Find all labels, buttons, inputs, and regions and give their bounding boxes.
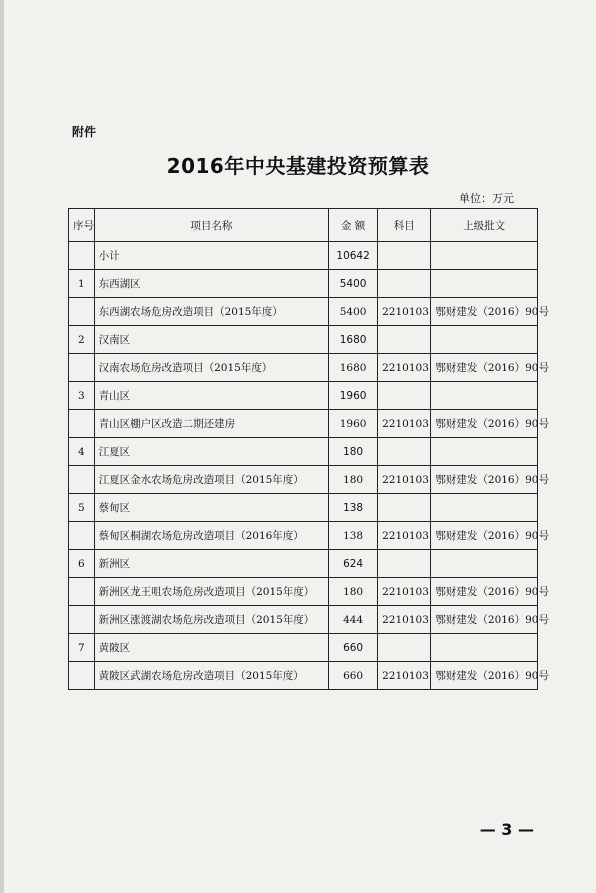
item-approval: 鄂财建发（2016）90号: [431, 410, 538, 438]
item-row: [69, 606, 538, 634]
item-name: 新洲区龙王咀农场危房改造项目（2015年度）: [94, 578, 329, 606]
item-seq: [69, 466, 95, 494]
item-seq: [69, 662, 95, 690]
group-name: 青山区: [94, 382, 329, 410]
item-amount: 444: [329, 606, 378, 634]
item-row: [69, 662, 538, 690]
item-amount: 660: [329, 662, 378, 690]
group-row: [69, 382, 538, 410]
group-amount: 624: [329, 550, 378, 578]
item-amount: 5400: [329, 298, 378, 326]
group-seq: 2: [69, 326, 95, 354]
item-approval: 鄂财建发（2016）90号: [431, 578, 538, 606]
item-name: 东西湖农场危房改造项目（2015年度）: [94, 298, 329, 326]
subtotal-seq: [69, 242, 95, 270]
page-edge: [0, 0, 4, 893]
table-body: [69, 242, 549, 690]
item-approval: 鄂财建发（2016）90号: [431, 606, 538, 634]
group-subject: [378, 550, 431, 578]
item-name: 汉南农场危房改造项目（2015年度）: [94, 354, 329, 382]
subtotal-label: 小计: [94, 242, 329, 270]
item-subject: 2210103: [378, 410, 431, 438]
item-name: 江夏区金水农场危房改造项目（2015年度）: [94, 466, 329, 494]
group-seq: 1: [69, 270, 95, 298]
item-subject: 2210103: [378, 578, 431, 606]
group-seq: 5: [69, 494, 95, 522]
group-amount: 5400: [329, 270, 378, 298]
item-subject: 2210103: [378, 466, 431, 494]
unit-label: 单位：万元: [459, 192, 514, 205]
page-number-container: [0, 820, 596, 839]
item-name: 青山区棚户区改造二期还建房: [94, 410, 329, 438]
group-seq: 7: [69, 634, 95, 662]
group-approval: [431, 494, 538, 522]
group-approval: [431, 270, 538, 298]
item-approval: 鄂财建发（2016）90号: [431, 522, 538, 550]
item-name: 新洲区涨渡湖农场危房改造项目（2015年度）: [94, 606, 329, 634]
group-name: 汉南区: [94, 326, 329, 354]
group-row: [69, 634, 538, 662]
group-approval: [431, 382, 538, 410]
group-seq: 3: [69, 382, 95, 410]
item-subject: 2210103: [378, 354, 431, 382]
subtotal-approval: [431, 242, 538, 270]
group-seq: 6: [69, 550, 95, 578]
group-row: [69, 438, 538, 466]
item-seq: [69, 298, 95, 326]
attachment-label: 附件: [72, 125, 97, 139]
group-subject: [378, 494, 431, 522]
header-seq: 序号: [69, 209, 95, 242]
item-amount: 1680: [329, 354, 378, 382]
group-subject: [378, 438, 431, 466]
item-row: [69, 466, 538, 494]
budget-table: [68, 208, 549, 690]
header-name: 项目名称: [94, 209, 329, 242]
item-subject: 2210103: [378, 298, 431, 326]
item-name: 蔡甸区桐湖农场危房改造项目（2016年度）: [94, 522, 329, 550]
group-approval: [431, 634, 538, 662]
group-seq: 4: [69, 438, 95, 466]
group-amount: 660: [329, 634, 378, 662]
item-row: [69, 410, 538, 438]
item-amount: 138: [329, 522, 378, 550]
header-subject: 科目: [378, 209, 431, 242]
header-amount: 金 额: [329, 209, 378, 242]
item-approval: 鄂财建发（2016）90号: [431, 298, 538, 326]
table-header-row: [69, 209, 538, 242]
group-approval: [431, 326, 538, 354]
group-name: 江夏区: [94, 438, 329, 466]
item-amount: 180: [329, 466, 378, 494]
item-seq: [69, 522, 95, 550]
subtotal-amount: 10642: [329, 242, 378, 270]
subtotal-subject: [378, 242, 431, 270]
group-subject: [378, 326, 431, 354]
group-subject: [378, 382, 431, 410]
group-name: 新洲区: [94, 550, 329, 578]
group-row: [69, 550, 538, 578]
page-number: — 3 —: [479, 820, 534, 839]
group-name: 蔡甸区: [94, 494, 329, 522]
group-row: [69, 270, 538, 298]
group-approval: [431, 438, 538, 466]
item-row: [69, 578, 538, 606]
group-name: 东西湖区: [94, 270, 329, 298]
group-amount: 1960: [329, 382, 378, 410]
group-subject: [378, 634, 431, 662]
item-name: 黄陂区武湖农场危房改造项目（2015年度）: [94, 662, 329, 690]
group-amount: 1680: [329, 326, 378, 354]
item-seq: [69, 354, 95, 382]
item-row: [69, 354, 538, 382]
item-seq: [69, 606, 95, 634]
item-approval: 鄂财建发（2016）90号: [431, 662, 538, 690]
item-seq: [69, 410, 95, 438]
item-approval: 鄂财建发（2016）90号: [431, 466, 538, 494]
item-subject: 2210103: [378, 606, 431, 634]
group-approval: [431, 550, 538, 578]
item-row: [69, 522, 538, 550]
group-amount: 180: [329, 438, 378, 466]
item-amount: 1960: [329, 410, 378, 438]
item-approval: 鄂财建发（2016）90号: [431, 354, 538, 382]
group-name: 黄陂区: [94, 634, 329, 662]
item-seq: [69, 578, 95, 606]
item-subject: 2210103: [378, 662, 431, 690]
group-row: [69, 326, 538, 354]
group-subject: [378, 270, 431, 298]
document-title: 2016年中央基建投资预算表: [166, 154, 430, 178]
item-row: [69, 298, 538, 326]
group-row: [69, 494, 538, 522]
item-amount: 180: [329, 578, 378, 606]
header-approval: 上级批文: [431, 209, 538, 242]
subtotal-row: [69, 242, 538, 270]
item-subject: 2210103: [378, 522, 431, 550]
group-amount: 138: [329, 494, 378, 522]
